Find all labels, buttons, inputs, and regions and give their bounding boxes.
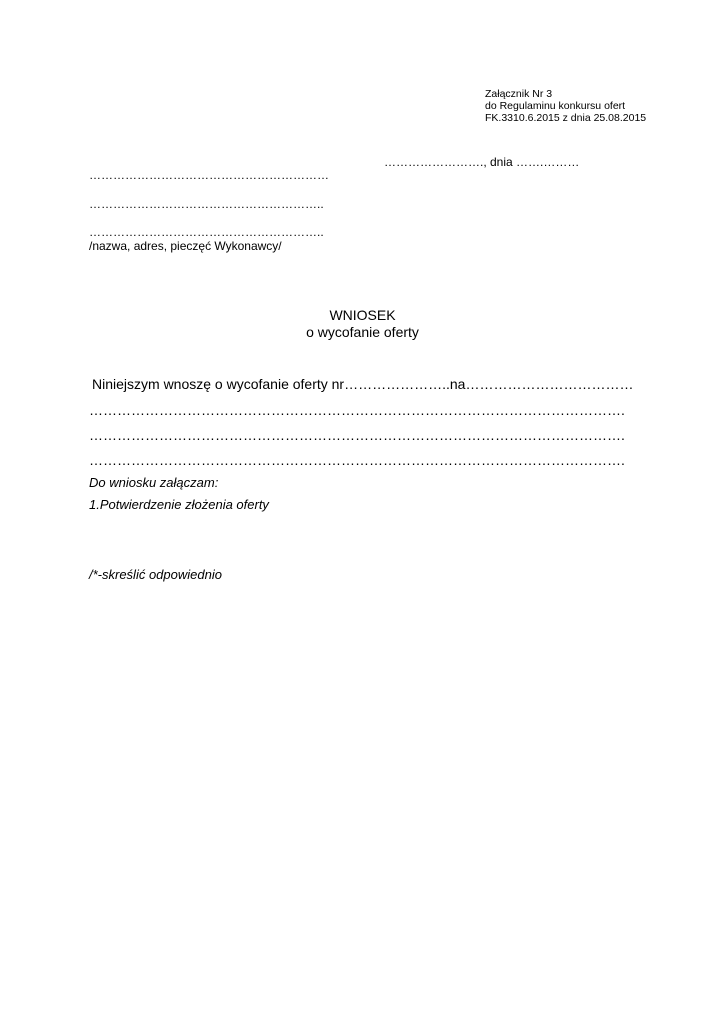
place-date-field: ……………………., dnia …….……… — [384, 155, 580, 169]
attachments-item-1: 1.Potwierdzenie złożenia oferty — [89, 497, 269, 512]
attachment-number: Załącznik Nr 3 — [485, 88, 553, 100]
contractor-caption: /nazwa, adres, pieczęć Wykonawcy/ — [89, 239, 282, 253]
request-line-3: ……………………………………………………………………………………………………. — [89, 427, 625, 443]
attachment-header — [485, 88, 646, 124]
contractor-line-1: …………………………………………………… — [89, 168, 329, 182]
request-line-2: ……………………………………………………………………………………………………. — [89, 402, 625, 418]
request-line-4: ……………………………………………………………………………………………………. — [89, 452, 625, 468]
document-title: WNIOSEK — [329, 307, 396, 323]
contractor-line-3: ………………………………………………….. — [89, 225, 324, 239]
request-line-1: Niniejszym wnoszę o wycofanie oferty nr…………………..na……………………………… — [92, 376, 634, 392]
document-subtitle: o wycofanie oferty — [306, 324, 419, 340]
footnote: /*-skreślić odpowiednio — [89, 567, 222, 582]
attachment-regulation: do Regulaminu konkursu ofert — [485, 100, 626, 112]
attachment-reference: FK.3310.6.2015 z dnia 25.08.2015 — [485, 112, 647, 124]
attachments-heading: Do wniosku załączam: — [89, 475, 219, 490]
contractor-line-2: ………………………………………………….. — [89, 197, 324, 211]
